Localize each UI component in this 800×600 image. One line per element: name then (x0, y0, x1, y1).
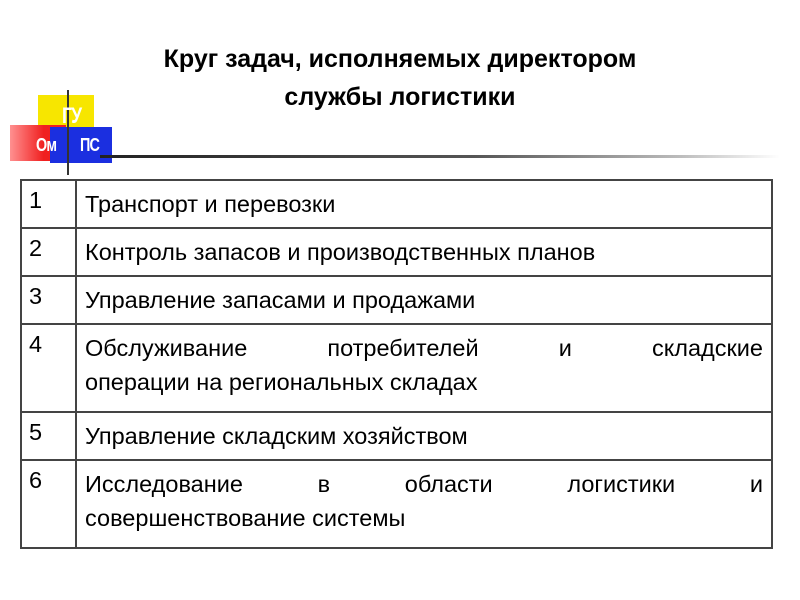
row-text: Управление запасами и продажами (76, 276, 772, 324)
table-row (21, 180, 772, 228)
title-line-1: Круг задач, исполняемых директором (163, 45, 637, 73)
row-number: 5 (21, 412, 76, 460)
tasks-table (20, 179, 773, 549)
title-underline (100, 155, 780, 158)
university-logo (10, 95, 120, 175)
logo-text-left: Ом (36, 135, 57, 155)
logo-text-top: ГУ (62, 103, 82, 128)
table-row (21, 324, 772, 412)
row-text: Управление складским хозяйством (76, 412, 772, 460)
row-text-line-1: Исследование в области логистики и (85, 471, 763, 497)
row-text-line-2: операции на региональных складах (85, 369, 478, 395)
table-row (21, 276, 772, 324)
title-line-2: службы логистики (284, 83, 516, 111)
row-text: Транспорт и перевозки (76, 180, 772, 228)
row-text (76, 460, 772, 548)
row-number: 1 (21, 180, 76, 228)
row-number: 3 (21, 276, 76, 324)
row-text: Контроль запасов и производственных планов (76, 228, 772, 276)
row-text (76, 324, 772, 412)
row-text-line-1: Обслуживание потребителей и складские (85, 335, 763, 361)
row-number: 6 (21, 460, 76, 548)
table-row (21, 412, 772, 460)
page-title (0, 40, 800, 116)
row-text-line-2: совершенствование системы (85, 505, 406, 531)
table-row (21, 460, 772, 548)
row-number: 2 (21, 228, 76, 276)
logo-text-right: ПС (80, 135, 100, 155)
row-number: 4 (21, 324, 76, 412)
table-row (21, 228, 772, 276)
